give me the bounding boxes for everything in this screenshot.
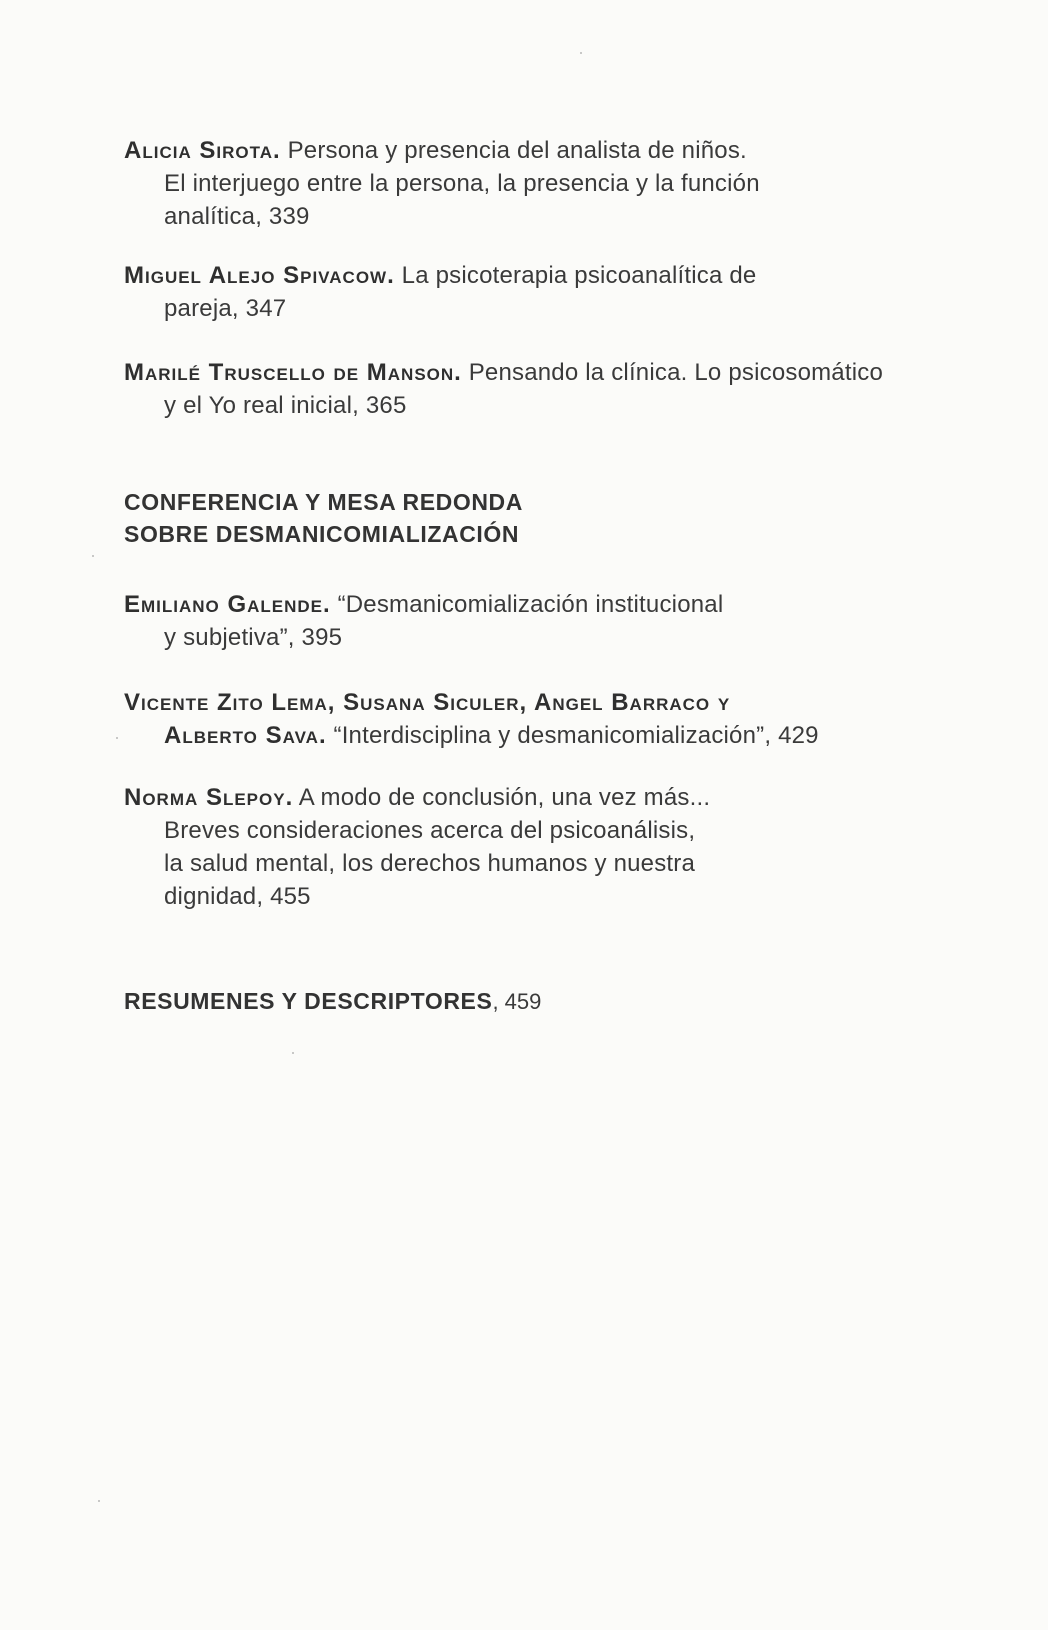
entry-first-line — [124, 134, 944, 167]
scan-speck — [116, 737, 118, 739]
section-heading — [124, 486, 523, 550]
entry-title: A modo de conclusión, una vez más... — [298, 784, 711, 811]
entry-title: La psicoterapia psicoanalítica de — [401, 262, 757, 289]
entry-author: Marilé Truscello de Manson. — [124, 359, 462, 386]
entry-continuation: pareja, 347 — [164, 295, 287, 322]
entry-continuation: y subjetiva”, 395 — [164, 624, 343, 651]
entry-title: “Interdisciplina y desmanicomialización”, 429 — [333, 722, 819, 749]
entry-author: Norma Slepoy. — [124, 784, 294, 811]
scan-speck — [580, 52, 582, 54]
entry-title: Pensando la clínica. Lo psicosomático — [468, 359, 884, 386]
scan-speck — [98, 1500, 100, 1502]
entry-title: “Desmanicomialización institucional — [337, 591, 724, 618]
resumenes-entry — [124, 985, 541, 1018]
resumenes-label: RESUMENES Y DESCRIPTORES — [124, 988, 493, 1014]
entry-continuation — [124, 719, 944, 752]
entry-first-line — [124, 686, 944, 719]
toc-entry-slepoy — [124, 781, 944, 913]
toc-entry-truscello — [124, 356, 944, 422]
entry-author: Miguel Alejo Spivacow. — [124, 262, 395, 289]
toc-entry-zito-lema — [124, 686, 944, 752]
entry-continuation: El interjuego entre la persona, la presencia y la función — [164, 170, 760, 197]
entry-author: Vicente Zito Lema, Susana Siculer, Angel Barraco y — [124, 689, 731, 716]
entry-first-line — [124, 356, 944, 389]
entry-first-line — [124, 259, 944, 292]
entry-continuation: analítica, 339 — [164, 203, 310, 230]
entry-title: Persona y presencia del analista de niños. — [287, 137, 747, 164]
resumenes-page: , 459 — [492, 989, 542, 1014]
toc-entry-spivacow — [124, 259, 944, 325]
section-heading-line: CONFERENCIA Y MESA REDONDA — [124, 489, 523, 515]
entry-continuation: la salud mental, los derechos humanos y nuestra — [164, 850, 696, 877]
entry-author: Alicia Sirota. — [124, 137, 281, 164]
entry-author: Emiliano Galende. — [124, 591, 331, 618]
section-heading-line: SOBRE DESMANICOMIALIZACIÓN — [124, 521, 520, 547]
scan-speck — [92, 555, 94, 557]
scan-speck — [292, 1052, 294, 1054]
entry-first-line — [124, 588, 944, 621]
entry-author: Alberto Sava. — [164, 722, 327, 749]
entry-first-line — [124, 781, 944, 814]
toc-entry-sirota — [124, 134, 944, 233]
entry-continuation: y el Yo real inicial, 365 — [164, 392, 407, 419]
entry-continuation: dignidad, 455 — [164, 883, 311, 910]
toc-entry-galende — [124, 588, 944, 654]
entry-continuation: Breves consideraciones acerca del psicoanálisis, — [164, 817, 696, 844]
